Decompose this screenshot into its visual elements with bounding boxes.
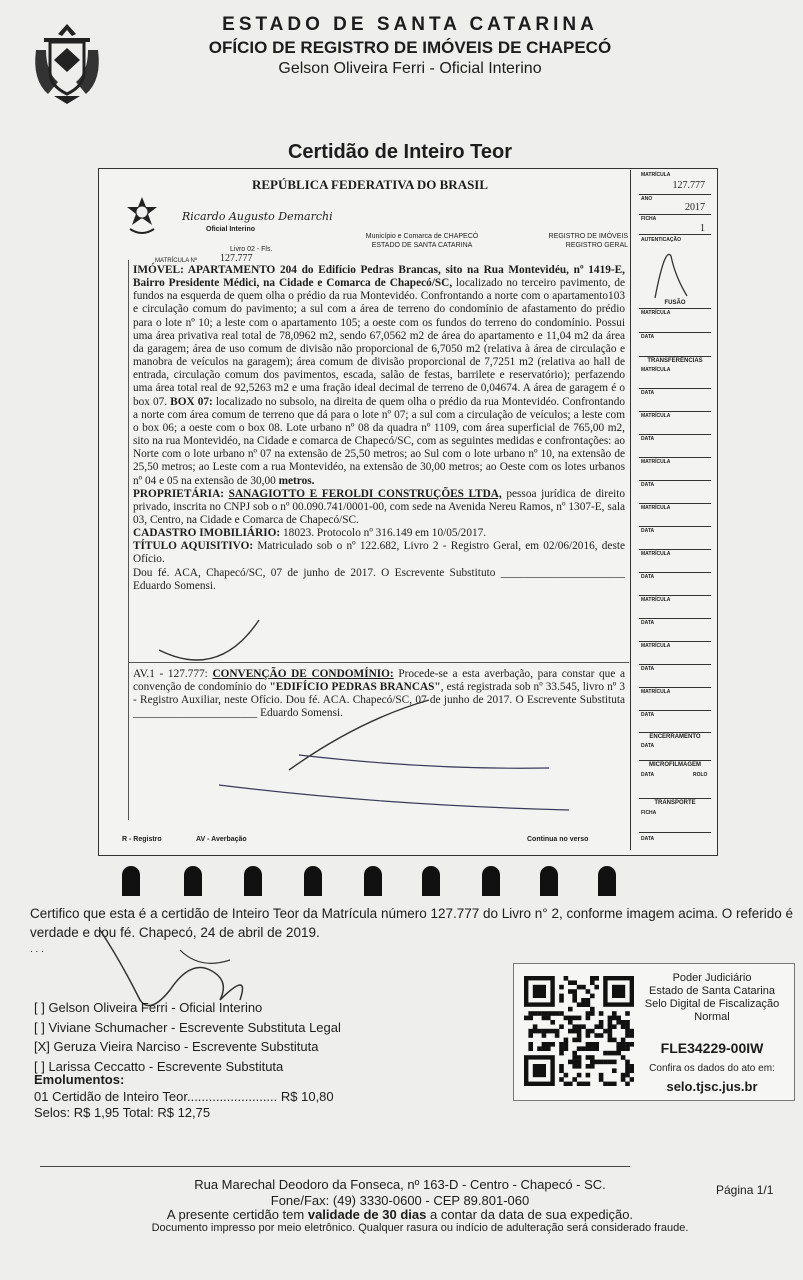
side-divider <box>639 664 711 665</box>
side-data-label: DATA <box>641 334 655 340</box>
side-matricula-label: MATRÍCULA <box>641 505 671 511</box>
side-transferencias-label: TRANSFERÊNCIAS <box>647 358 703 364</box>
cadastro-text: 18023. Protocolo nº 316.149 em 10/05/2017. <box>280 527 487 540</box>
certification-dots: . . . <box>30 944 44 955</box>
punch-hole <box>304 866 322 896</box>
side-data-label: DATA <box>641 620 655 626</box>
side-data-label: DATA <box>641 574 655 580</box>
averbacao-body: Procede-se a esta averbação, para constar que a convenção de condomínio do <box>133 668 625 694</box>
punch-hole <box>540 866 558 896</box>
property-text: localizado no terceiro pavimento, de fundos na esquerda de quem olha o prédio da rua Montevidéo. Confrontando a norte com o apartamento103 e circulação comum do pavimento; a sul com a área de terreno do condomínio de afastamento do prédio para o lote nº 10; a leste com o apartamento 105; a oeste com os fundos do terreno do condomínio. Possui uma área privativa real total de 78,0962 m2, sendo 67,0562 m2 de área do apartamento e 11,04 m2 da área da garagem; área de uso comum de divisão não proporcional de 6,7050 m2 (relativa à área de circulação e manobra de veículos na garagem); área comum de divisão proporcional de 7,7251 m2 (relativa ao hall de entrada, circulação comum dos pavimentos, escada, salão de festas, barrilete e reservatório); perfazendo uma área total real de 92,5263 m2 e uma fração ideal decimal de terreno de 0,04674. A área de garagem é o box 07. <box>133 277 625 408</box>
side-divider <box>639 798 711 799</box>
side-divider <box>639 760 711 761</box>
side-transporte-label: TRANSPORTE <box>654 800 696 806</box>
fees-total: Selos: R$ 1,95 Total: R$ 12,75 <box>34 1105 211 1120</box>
side-divider <box>639 732 711 733</box>
punch-hole <box>244 866 262 896</box>
side-divider <box>639 710 711 711</box>
document-title: Certidão de Inteiro Teor <box>287 141 513 163</box>
book-label: Livro 02 - Fls. <box>230 246 273 253</box>
validity-pre: A presente certidão tem <box>166 1207 308 1222</box>
side-divider <box>639 194 711 195</box>
officer-name: Gelson Oliveira Ferri - Oficial Interino <box>278 60 542 77</box>
municipality-line-1: Município e Comarca de CHAPECÓ <box>365 233 479 240</box>
titulo-text: Matriculado sob o nº 122.682, Livro 2 - Registro Geral, em 02/06/2016, deste Ofício. <box>133 540 625 566</box>
side-matricula-label: MATRÍCULA <box>641 597 671 603</box>
page-number: Página 1/1 <box>716 1183 774 1197</box>
office-phone: Fone/Fax: (49) 3330-0600 - CEP 89.801-060 <box>270 1193 530 1208</box>
registry-line-2: REGISTRO GERAL <box>565 242 628 249</box>
side-divider <box>639 234 711 235</box>
side-fusao-label: FUSÃO <box>664 300 686 306</box>
seal-text <box>632 972 792 1024</box>
side-divider <box>639 480 711 481</box>
owner-label: PROPRIETÁRIA: <box>133 487 225 500</box>
validity-notice <box>100 1207 700 1222</box>
municipality-label <box>342 232 502 250</box>
owner-name: SANAGIOTTO E FEROLDI CONSTRUÇÕES LTDA, <box>228 487 502 500</box>
side-ano-label: ANO <box>641 196 653 202</box>
seal-line-2: Estado de Santa Catarina <box>649 985 775 997</box>
side-divider <box>639 618 711 619</box>
electronic-notice: Documento impresso por meio eletrônico. Qualquer rasura ou indício de adulteração será considerado fraude. <box>151 1222 689 1234</box>
state-coat-of-arms-icon <box>28 20 106 106</box>
seal-line-1: Poder Judiciário <box>672 972 752 984</box>
side-divider <box>639 549 711 550</box>
side-column <box>633 170 715 850</box>
side-divider <box>639 687 711 688</box>
side-divider <box>639 457 711 458</box>
punch-hole <box>482 866 500 896</box>
side-divider <box>639 388 711 389</box>
side-matricula-label: MATRÍCULA <box>641 459 671 465</box>
side-rolo-label: ROLO <box>693 772 708 778</box>
authentication-stroke-icon <box>651 246 691 302</box>
side-matricula-label: MATRÍCULA <box>641 689 671 695</box>
digital-seal <box>513 963 795 1101</box>
side-matricula-value: 127.777 <box>672 180 705 191</box>
fees-item: 01 Certidão de Inteiro Teor......................... R$ 10,80 <box>34 1088 334 1104</box>
averbacao-body-2: , está registrada sob nº 33.545, livro nº 3 - Registro Auxiliar, neste Ofício. Dou fé. ACA. Chapecó/SC, 07 de junho de 2017. O Escrevente Substituta ______________________ Eduardo Somensi. <box>133 681 625 720</box>
qr-code-icon[interactable] <box>524 976 634 1086</box>
property-label: IMÓVEL: APARTAMENTO 204 do Edifício Pedras Brancas, sito na Rua Montevidéu, nº 1419-E, Bairro Presidente Médici, na Cidade e Comarca de Chapecó/SC, <box>133 264 625 290</box>
side-matricula-label: MATRÍCULA <box>641 643 671 649</box>
fees-label: Emolumentos: <box>34 1072 125 1087</box>
matricula-main-box <box>110 170 631 850</box>
seal-site-link[interactable]: selo.tjsc.jus.br <box>666 1079 758 1094</box>
side-data-label: DATA <box>641 436 655 442</box>
owner-text: pessoa jurídica de direito privado, inscrita no CNPJ sob o nº 00.090.741/0001-00, com sede na Avenida Nereu Ramos, nº 1307-E, sala 03, Centro, na Cidade e Comarca de Chapecó/SC. <box>133 487 626 526</box>
punch-hole <box>422 866 440 896</box>
side-divider <box>639 411 711 412</box>
titulo-label: TÍTULO AQUISITIVO: <box>133 540 254 553</box>
punch-hole <box>598 866 616 896</box>
cadastro-label: CADASTRO IMOBILIÁRIO: <box>133 527 281 540</box>
side-data-label: DATA <box>641 712 655 718</box>
side-divider <box>639 356 711 357</box>
side-data-label: DATA <box>641 836 655 842</box>
side-divider <box>639 434 711 435</box>
validity-post: a contar da data de sua expedição. <box>426 1207 634 1222</box>
side-matricula-label: MATRÍCULA <box>641 551 671 557</box>
validity-bold: validade de 30 dias <box>307 1207 427 1222</box>
side-autenticacao-label: AUTENTICAÇÃO <box>641 237 681 243</box>
side-data-label: DATA <box>641 772 655 778</box>
municipality-line-2: ESTADO DE SANTA CATARINA <box>371 242 473 249</box>
registry-label <box>528 232 628 250</box>
matricula-value: 127.777 <box>220 253 253 264</box>
side-ficha-label: FICHA <box>641 216 657 222</box>
seal-code: FLE34229-00IW <box>660 1040 764 1056</box>
signer-item: [ ] Larissa Ceccatto - Escrevente Substituta <box>34 1058 284 1074</box>
side-matricula-label: MATRÍCULA <box>641 413 671 419</box>
side-divider <box>639 332 711 333</box>
side-ano-value: 2017 <box>685 202 705 213</box>
side-divider <box>639 832 711 833</box>
averbacao-label: CONVENÇÃO DE CONDOMÍNIO: <box>212 668 394 680</box>
averbacao-prefix: AV.1 - 127.777: <box>133 668 213 680</box>
state-title: ESTADO DE SANTA CATARINA <box>222 14 598 35</box>
side-divider <box>639 308 711 309</box>
side-microfilmagem-label: MICROFILMAGEM <box>649 762 701 768</box>
officer-role: Oficial Interino <box>206 226 256 233</box>
signer-item: [X] Geruza Vieira Narciso - Escrevente Substituta <box>34 1039 319 1054</box>
box-text: localizado no subsolo, na direita de quem olha o prédio da rua Montevidéo. Confrontando a norte com área comum de terreno que dá para o lote nº 07; a sul com a circulação de veículos; a leste com o box 06; a oeste com o box 08. Lote urbano nº 08 da quadra nº 1109, com área superficial de 765,00 m2, sito na rua Montevidéo, na Cidade e comarca de Chapecó/SC, com as seguintes medidas e confrontações: ao Norte com o lote urbano nº 07 na extensão de 25,50 metros; ao Sul com o lote urbano nº 10, na extensão de 25,50 metros; ao Leste com a rua Montevidéo, na extensão de 30,00 metros; ao Oeste com os lotes urbanos nº 04 e 05 na extensão de 30,00 <box>133 395 625 487</box>
punch-hole <box>122 866 140 896</box>
certification-text: Certifico que esta é a certidão de Inteiro Teor da Matrícula número 127.777 do Livro n° 2, conforme imagem acima. O referido é verdade e dou fé. Chapecó, 24 de abril de 2019. <box>30 906 794 940</box>
legend-averbacao: AV - Averbação <box>196 836 247 843</box>
seal-line-3: Selo Digital de Fiscalização <box>644 998 780 1010</box>
seal-line-4: Normal <box>694 1011 730 1023</box>
side-ficha-label: FICHA <box>641 810 657 816</box>
brazil-coat-of-arms-icon <box>124 195 160 237</box>
republic-title: REPÚBLICA FEDERATIVA DO BRASIL <box>251 177 489 192</box>
side-matricula-label: MATRÍCULA <box>641 172 671 178</box>
officer-signature: Ricardo Augusto Demarchi <box>182 210 333 223</box>
office-address: Rua Marechal Deodoro da Fonseca, nº 163-D - Centro - Chapecó - SC. <box>194 1177 606 1192</box>
side-matricula-label: MATRÍCULA <box>641 310 671 316</box>
side-divider <box>639 572 711 573</box>
side-divider <box>639 503 711 504</box>
office-title: OFÍCIO DE REGISTRO DE IMÓVEIS DE CHAPECÓ <box>208 38 612 57</box>
faith-paragraph: Dou fé. ACA, Chapecó/SC, 07 de junho de 2017. O Escrevente Substituto ______________________ Eduardo Somensi. <box>133 566 625 592</box>
side-divider <box>639 526 711 527</box>
side-data-label: DATA <box>641 482 655 488</box>
side-matricula-label: MATRÍCULA <box>641 367 671 373</box>
signer-item: [ ] Viviane Schumacher - Escrevente Substituta Legal <box>34 1019 341 1035</box>
signers-list <box>34 998 474 1076</box>
registry-line-1: REGISTRO DE IMÓVEIS <box>548 233 628 240</box>
legend-registro: R - Registro <box>122 836 162 843</box>
seal-confirm: Confira os dados do ato em: <box>649 1063 775 1074</box>
box-label: BOX 07: <box>170 395 213 408</box>
side-data-label: DATA <box>641 390 655 396</box>
side-data-label: DATA <box>641 528 655 534</box>
footer-divider <box>40 1166 630 1167</box>
side-divider <box>639 595 711 596</box>
punch-hole <box>364 866 382 896</box>
signer-item: [ ] Gelson Oliveira Ferri - Oficial Interino <box>34 1000 263 1015</box>
side-divider <box>639 641 711 642</box>
side-data-label: DATA <box>641 666 655 672</box>
side-encerramento-label: ENCERRAMENTO <box>649 734 701 740</box>
continue-on-back: Continua no verso <box>527 836 589 843</box>
fees-block <box>34 1072 454 1122</box>
side-data-label: DATA <box>641 743 655 749</box>
box-end: metros. <box>278 474 315 487</box>
handwritten-strokes-icon <box>129 260 629 820</box>
building-name: "EDIFÍCIO PEDRAS BRANCAS" <box>269 681 441 694</box>
registration-text-area <box>128 260 633 820</box>
punch-hole <box>184 866 202 896</box>
matricula-label: MATRÍCULA Nº <box>155 258 198 264</box>
side-ficha-value: 1 <box>700 223 705 234</box>
side-divider <box>639 214 711 215</box>
